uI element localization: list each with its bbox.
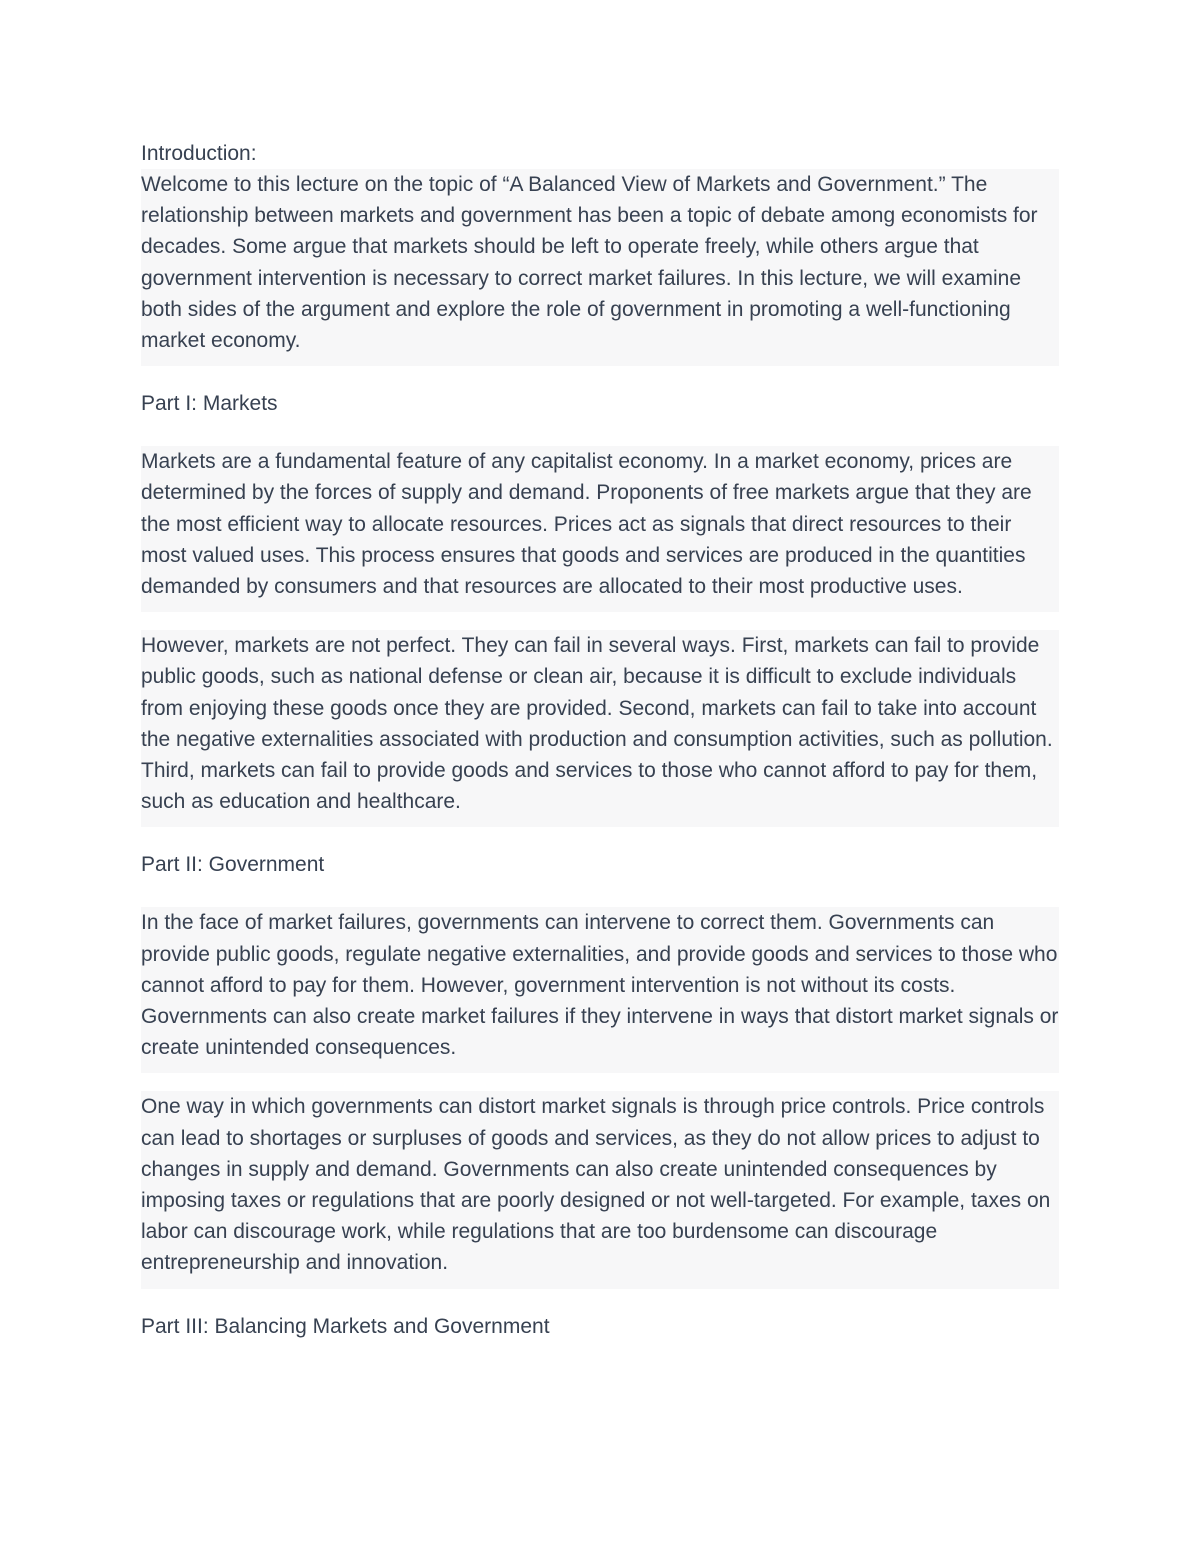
part2-heading: Part II: Government: [141, 853, 325, 877]
document-page: [141, 138, 1059, 1342]
part2-paragraph-1: In the face of market failures, governments can intervene to correct them. Governments can provide public goods, regulate negative externalities, and provide goods and services to those who cannot afford to pay for them. However, government intervention is not without its costs. Governments can also create market failures if they intervene in ways that distort market signals or create unintended consequences.: [141, 907, 1059, 1073]
intro-heading: Introduction:: [141, 142, 257, 165]
part2-paragraph-2: One way in which governments can distort market signals is through price controls. Price controls can lead to shortages or surpluses of goods and services, as they do not allow prices to adjust to changes in supply and demand. Governments can also create unintended consequences by imposing taxes or regulations that are poorly designed or not well-targeted. For example, taxes on labor can discourage work, while regulations that are too burdensome can discourage entrepreneurship and innovation.: [141, 1091, 1059, 1288]
part1-paragraph-1: Markets are a fundamental feature of any capitalist economy. In a market economy, prices are determined by the forces of supply and demand. Proponents of free markets argue that they are the most efficient way to allocate resources. Prices act as signals that direct resources to their most valued uses. This process ensures that goods and services are produced in the quantities demanded by consumers and that resources are allocated to their most productive uses.: [141, 446, 1059, 612]
intro-paragraph: Welcome to this lecture on the topic of “A Balanced View of Markets and Government.” The relationship between markets and government has been a topic of debate among economists for decades. Some argue that markets should be left to operate freely, while others argue that government intervention is necessary to correct market failures. In this lecture, we will examine both sides of the argument and explore the role of government in promoting a well-functioning market economy.: [141, 169, 1059, 366]
part1-paragraph-2: However, markets are not perfect. They can fail in several ways. First, markets can fail to provide public goods, such as national defense or clean air, because it is difficult to exclude individuals from enjoying these goods once they are provided. Second, markets can fail to take into account the negative externalities associated with production and consumption activities, such as pollution. Third, markets can fail to provide goods and services to those who cannot afford to pay for them, such as education and healthcare.: [141, 630, 1059, 827]
part3-heading: Part III: Balancing Markets and Government: [141, 1314, 550, 1338]
part1-heading: Part I: Markets: [141, 392, 278, 416]
